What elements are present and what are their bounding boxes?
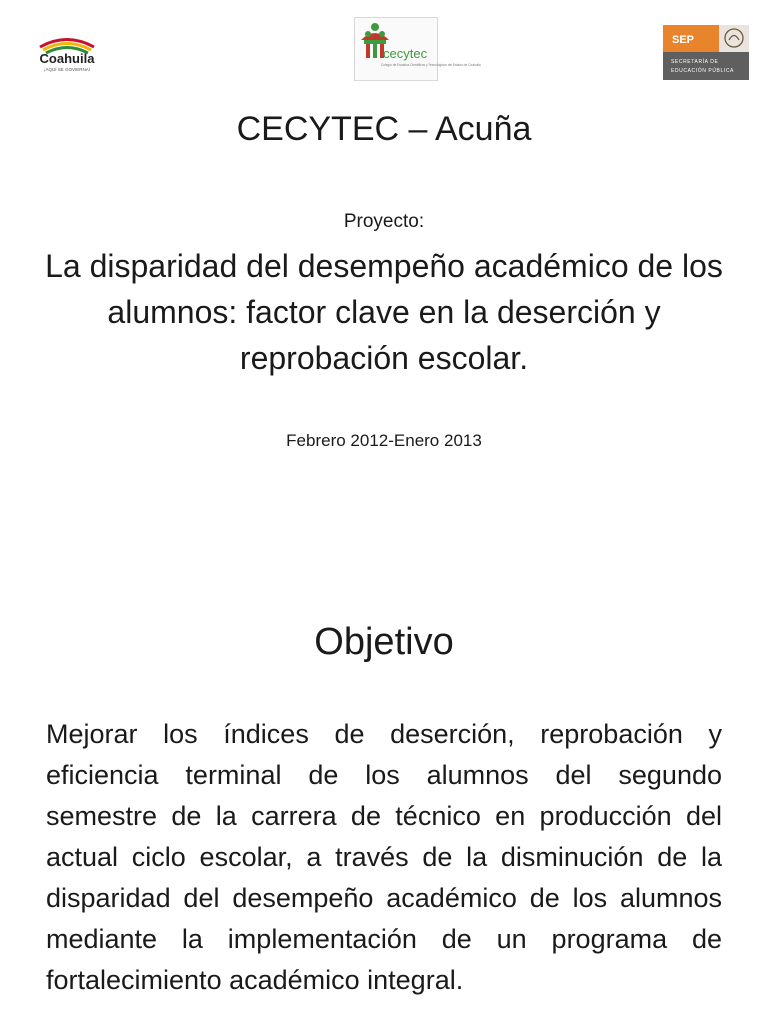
cecytec-logo xyxy=(354,17,481,81)
sep-emblem-icon xyxy=(663,25,749,80)
project-label: Proyecto: xyxy=(343,211,425,232)
sep-acronym: SEP xyxy=(672,34,695,46)
cecytec-wordmark: cecytec xyxy=(383,46,428,61)
cecytec-emblem-icon xyxy=(355,18,481,80)
project-dates: Febrero 2012-Enero 2013 xyxy=(286,431,482,450)
objective-slide xyxy=(0,576,768,1024)
project-title: La disparidad del desempeño académico de los alumnos: factor clave en la deserción y reprobación escolar. xyxy=(45,248,723,376)
coahuila-logo xyxy=(30,30,104,74)
sep-logo xyxy=(663,25,749,80)
coahuila-wordmark: Coahuila xyxy=(39,51,95,66)
slide-title: CECYTEC – Acuña xyxy=(236,110,532,148)
sep-line1: SECRETARÍA DE xyxy=(671,59,719,65)
coahuila-emblem-icon xyxy=(30,30,104,74)
coahuila-tagline: ¡AQUÍ SE GOVIERNA! xyxy=(43,67,91,72)
cecytec-caption: Colegio de Estudios Científicos y Tecnológicos del Estado de Coahuila xyxy=(381,63,481,67)
objective-heading: Objetivo xyxy=(314,621,454,663)
sep-line2: EDUCACIÓN PÚBLICA xyxy=(671,68,734,74)
objective-body: Mejorar los índices de deserción, reprobación y eficiencia terminal de los alumnos del segundo semestre de la carrera de técnico en producción del actual ciclo escolar, a través de la disminución de la disparidad del desempeño académico de los alumnos mediante la implementación de un programa de fortalecimiento académico integral. xyxy=(46,719,722,995)
